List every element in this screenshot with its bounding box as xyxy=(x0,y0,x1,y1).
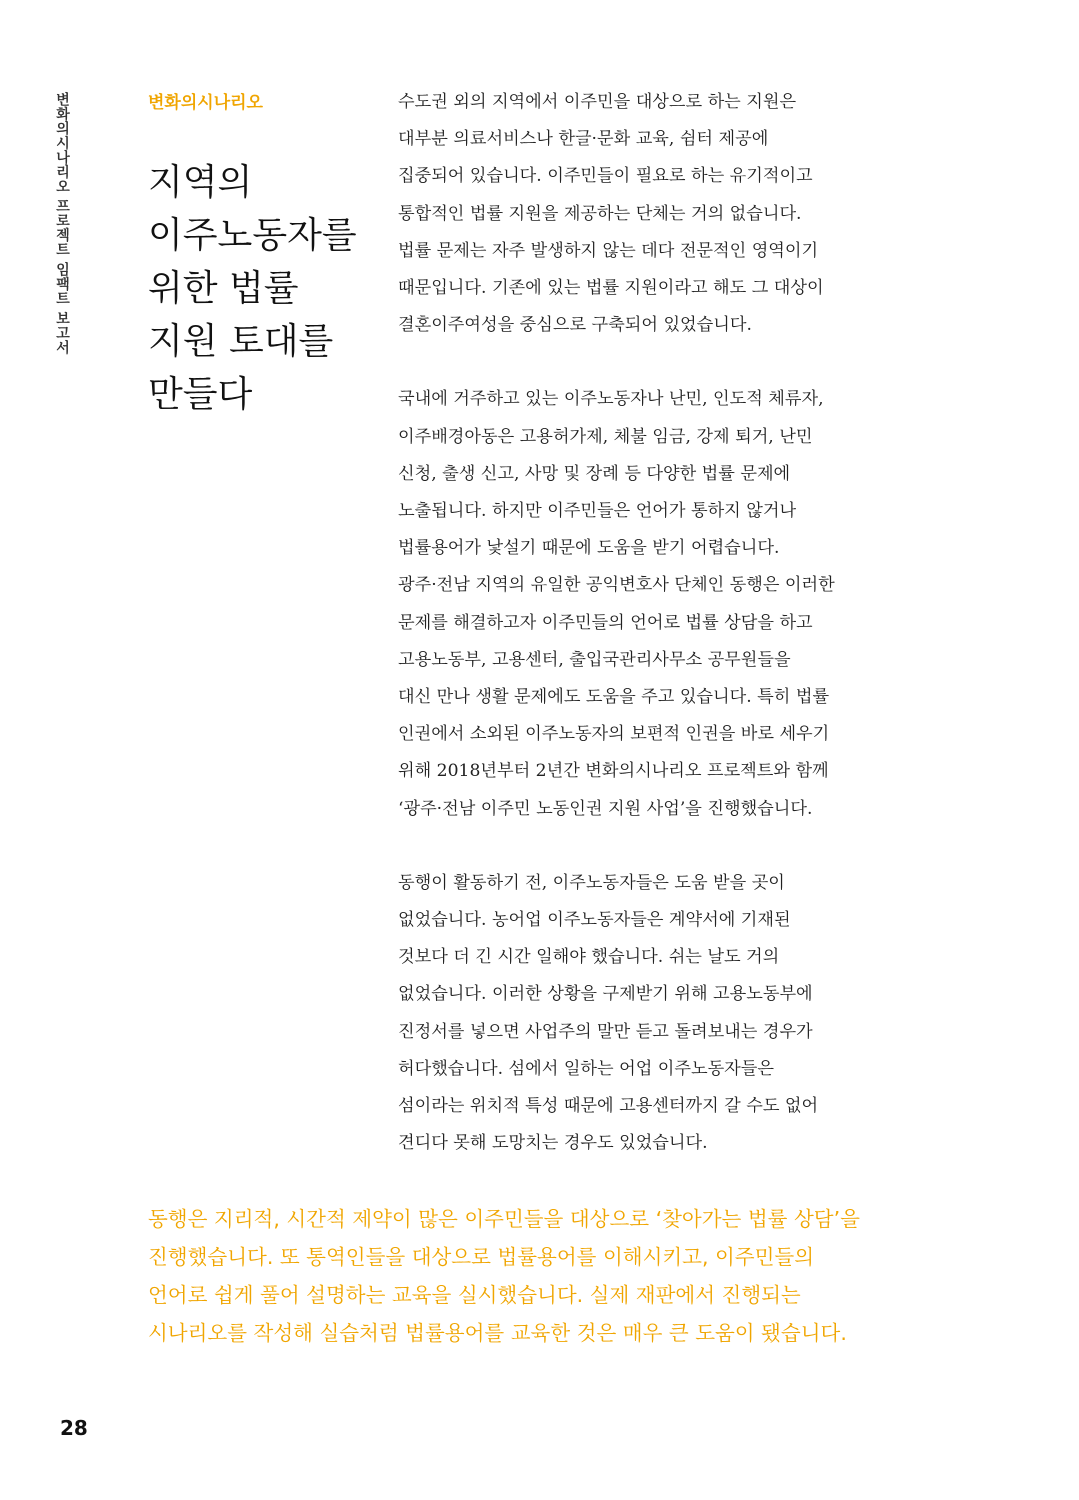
text-line: 문제를 해결하고자 이주민들의 언어로 법률 상담을 하고 xyxy=(398,612,813,633)
text-line: 법률 문제는 자주 발생하지 않는 데다 전문적인 영역이기 xyxy=(398,240,819,261)
pull-quote-line: 동행은 지리적, 시간적 제약이 많은 이주민들을 대상으로 ‘찾아가는 법률 상담’을 xyxy=(148,1207,860,1231)
text-line: 광주·전남 지역의 유일한 공익변호사 단체인 동행은 이러한 xyxy=(398,575,835,596)
paragraph-1 xyxy=(398,84,918,344)
text-line: 인권에서 소외된 이주노동자의 보편적 인권을 바로 세우기 xyxy=(398,724,830,745)
text-line: 진정서를 넣으면 사업주의 말만 듣고 돌려보내는 경우가 xyxy=(398,1021,813,1042)
text-line: 고용노동부, 고용센터, 출입국관리사무소 공무원들을 xyxy=(398,649,791,670)
text-line: 허다했습니다. 섬에서 일하는 어업 이주노동자들은 xyxy=(398,1058,774,1079)
text-line: 이주배경아동은 고용허가제, 체불 임금, 강제 퇴거, 난민 xyxy=(398,426,813,447)
pull-quote xyxy=(148,1200,1028,1352)
text-line: 법률용어가 낯설기 때문에 도움을 받기 어렵습니다. xyxy=(398,538,780,559)
text-line: 통합적인 법률 지원을 제공하는 단체는 거의 없습니다. xyxy=(398,203,802,224)
article-title xyxy=(148,156,378,421)
text-line: 집중되어 있습니다. 이주민들이 필요로 하는 유기적이고 xyxy=(398,166,813,187)
page-number: 28 xyxy=(60,1416,88,1440)
running-header: 변화의시나리오 프로젝트 임팩트 보고서 xyxy=(54,92,70,355)
title-line: 이주노동자를 xyxy=(148,215,357,256)
text-line: 결혼이주여성을 중심으로 구축되어 있었습니다. xyxy=(398,315,752,336)
pull-quote-line: 진행했습니다. 또 통역인들을 대상으로 법률용어를 이해시키고, 이주민들의 xyxy=(148,1245,815,1269)
text-line: ‘광주·전남 이주민 노동인권 지원 사업’을 진행했습니다. xyxy=(398,798,813,819)
section-label: 변화의시나리오 xyxy=(148,93,263,113)
text-line: 것보다 더 긴 시간 일해야 했습니다. 쉬는 날도 거의 xyxy=(398,947,780,968)
text-line: 없었습니다. 농어업 이주노동자들은 계약서에 기재된 xyxy=(398,910,791,931)
text-line: 동행이 활동하기 전, 이주노동자들은 도움 받을 곳이 xyxy=(398,872,785,893)
paragraph-2 xyxy=(398,381,918,827)
text-line: 대신 만나 생활 문제에도 도움을 주고 있습니다. 특히 법률 xyxy=(398,687,830,708)
title-line: 만들다 xyxy=(148,374,253,415)
paragraph-3 xyxy=(398,865,918,1163)
body-text xyxy=(398,84,918,1199)
text-line: 때문입니다. 기존에 있는 법률 지원이라고 해도 그 대상이 xyxy=(398,278,824,299)
title-line: 지원 토대를 xyxy=(148,321,334,362)
text-line: 견디다 못해 도망치는 경우도 있었습니다. xyxy=(398,1133,708,1154)
text-line: 대부분 의료서비스나 한글·문화 교육, 쉼터 제공에 xyxy=(398,129,769,150)
title-line: 지역의 xyxy=(148,162,253,203)
text-line: 국내에 거주하고 있는 이주노동자나 난민, 인도적 체류자, xyxy=(398,389,824,410)
text-line: 노출됩니다. 하지만 이주민들은 언어가 통하지 않거나 xyxy=(398,501,797,522)
pull-quote-line: 언어로 쉽게 풀어 설명하는 교육을 실시했습니다. 실제 재판에서 진행되는 xyxy=(148,1283,801,1307)
text-line: 없었습니다. 이러한 상황을 구제받기 위해 고용노동부에 xyxy=(398,984,813,1005)
title-line: 위한 법률 xyxy=(148,268,299,309)
pull-quote-line: 시나리오를 작성해 실습처럼 법률용어를 교육한 것은 매우 큰 도움이 됐습니다. xyxy=(148,1321,847,1345)
text-line: 섬이라는 위치적 특성 때문에 고용센터까지 갈 수도 없어 xyxy=(398,1096,819,1117)
text-line: 신청, 출생 신고, 사망 및 장례 등 다양한 법률 문제에 xyxy=(398,463,791,484)
text-line: 위해 2018년부터 2년간 변화의시나리오 프로젝트와 함께 xyxy=(398,761,829,782)
text-line: 수도권 외의 지역에서 이주민을 대상으로 하는 지원은 xyxy=(398,92,797,112)
